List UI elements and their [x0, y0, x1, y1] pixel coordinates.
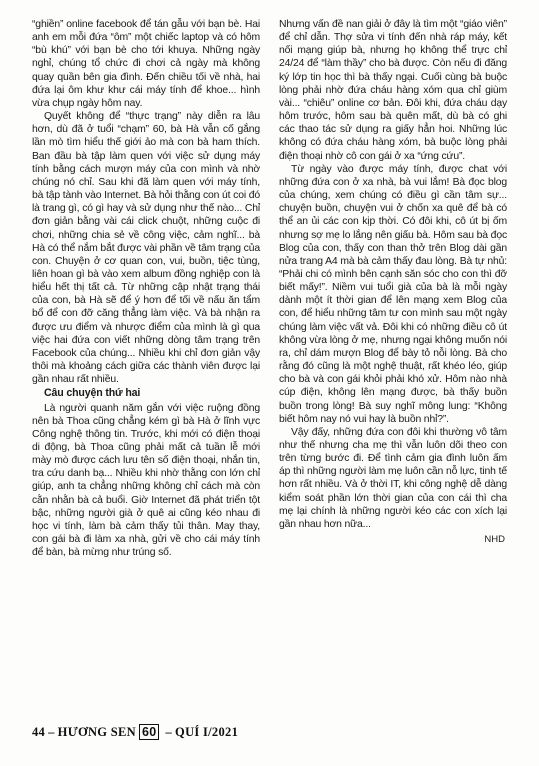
paragraph: Là người quanh năm gắn với việc ruộng đồng nên bà Thoa cũng chẳng kém gì bà Hà ở lĩnh vực Công nghệ thông tin. Trước, khi mới có điện thoại di động, bà Thoa cũng phải mất cả tuần lễ mới mày mò được cách lưu tên số điện thoại, nhắn tin, tra cứu danh bạ... Nhiều khi nhờ thằng con lớn chỉ giúp, anh ta chẳng những không chỉ cách mà còn cằn nhằn bà cả buổi. Giờ Internet đã phát triển tột bậc, những người già ở quê ai cũng kéo nhau đi học vi tính, làm bà cảm thấy tủi thân. May thay, con gái bà đi làm xa nhà, gửi về cho cái máy tính để bàn, bà mừng như trúng số.: [32, 402, 260, 559]
left-column: [32, 18, 260, 559]
issue-number: 60: [139, 724, 160, 740]
paragraph: “ghiền” online facebook để tán gẫu với bạn bè. Hai anh em mỗi đứa “ôm” một chiếc laptop và có hôm “bù khú” với bạn bè cho tới khuya. Những ngày nghỉ, chúng tổ chức đi chơi cả ngày mà không quay quần bên gia đình. Đến chiều tối về nhà, hai đứa lại ôm khư khư cái máy tính để khoe... hình vừa chụp ngày hôm nay.: [32, 19, 260, 109]
section-heading: Câu chuyện thứ hai: [44, 387, 141, 400]
paragraph: Nhưng vấn đề nan giải ở đây là tìm một “giáo viên” để chỉ dẫn. Thợ sửa vi tính đến nhà ráp máy, kết nối mạng giúp bà, nhưng họ không thể trực chỉ 24/24 để “làm thầy” cho bà được. Còn nếu đi đăng ký lớp tin học thì bà thấy ngại. Cuối cùng bà buộc lòng phải nhờ đứa cháu hàng xóm qua chỉ giùm vài... “chiêu” online cơ bản. Đôi khi, đứa cháu dạy hôm trước, hôm sau bà quên mất, dù bà có ghi các thao tác sử dụng ra giấy hẳn hoi. Những lúc không có đứa cháu hàng xóm, bà buộc lòng phải điện thoại nhờ cô con gái ở xa “ứng cứu”.: [279, 19, 507, 162]
issue-quarter: QUÍ I/2021: [175, 724, 239, 739]
right-column: [279, 18, 507, 546]
paragraph: Từ ngày vào được máy tính, được chat với những đứa con ở xa nhà, bà vui lắm! Bà đọc blog của chúng, xem chúng có điều gì cần tâm sự... chuyện buồn, chuyện vui ở chốn xa quê để bà có thể an ủi các con kịp thời. Có đôi khi, cô út bị ốm nhưng sợ mẹ lo lắng nên giấu bà. Hôm sau bà đọc Blog của con, thấy con than thở trên Blog dài gần nửa trang A4 mà bà cảm thấy đau lòng. Bà tự nhủ: “Phải chi có mình bên cạnh săn sóc cho con thì đỡ biết mấy!”. Niềm vui tuổi già của bà là mỗi ngày dành một ít thời gian để lên mạng xem Blog của con, để hiểu những tâm tư con mình sau một ngày chúng làm việc vất vả. Đôi khi có những điều cô út không vừa lòng ở mẹ, nhưng ngại không muốn nói ra, chỉ dám mượn Blog để bày tỏ nỗi lòng. Bà cho rằng đó cũng là một nghệ thuật, rất khéo léo, giúp cho bà và con gái khỏi phải khó xử. Hôm nào nhà cúp điện, không lên mạng được, bà thấy buồn buồn trong lòng! Bà suy nghĩ mông lung: “Không biết hôm nay nó vui hay là buồn nhỉ?”.: [279, 163, 507, 425]
paragraph: Vậy đấy, những đứa con đôi khi thường vô tâm như thế nhưng cha mẹ thì vẫn luôn dõi theo con trên từng bước đi. Để tình cảm gia đình luôn ấm áp thì những người làm mẹ luôn cần nỗ lực, tinh tế hơn rất nhiều. Và ở thời IT, khi công nghệ dễ dàng kiểm soát phần lớn thời gian của con cái thì cha mẹ lại chính là những người kéo các con xích lại gần nhau hơn nữa...: [279, 426, 507, 530]
page-footer: [32, 723, 238, 741]
paragraph: Quyết không để “thực trạng” này diễn ra lâu hơn, dù đã ở tuổi “chạm” 60, bà Hà vẫn cố gắng lần mò tìm hiểu thế giới ảo mà con bà ham thích. Ban đầu bà tập làm quen với việc sử dụng máy tính bằng cách mượn máy của con mình và nhờ chúng nó chỉ. Sau khi đã làm quen với máy tính, bà tập tành vào Internet. Bà hỏi thằng con út coi đó là trang gì, có gì hay và sử dụng như thế nào... Chỉ đơn giản bằng vài cái click chuột, những cuộc đi chơi, những chia sẻ về công việc, cảm nghĩ... bà Hà có thể nắm bắt được vài phần về tâm trạng của con. Chuyện ở cơ quan con, vui, buồn, tiệc tùng, liên hoan gì bà vào xem album đồng nghiệp con là hiểu hết thị tất cả. Từ những cập nhật trạng thái của con, bà Hà sẽ để ý hơn để tối về nấu ăn tẩm bổ để con đỡ căng thẳng làm việc. Và bà nhận ra được ưu điểm và nhược điểm của mình là gì qua việc hai đứa con viết những dòng tâm trạng trên Facebook của chúng... Nhiều khi chỉ đơn giản vậy thôi mà khoảng cách giữa các thành viên được lại gần nhau rất nhiều.: [32, 111, 260, 386]
footer-dash: –: [165, 724, 173, 739]
footer-dash: –: [48, 724, 55, 739]
magazine-name: HƯƠNG SEN: [57, 724, 136, 739]
page-number: 44: [32, 724, 46, 739]
author-signature: NHD: [484, 534, 505, 546]
